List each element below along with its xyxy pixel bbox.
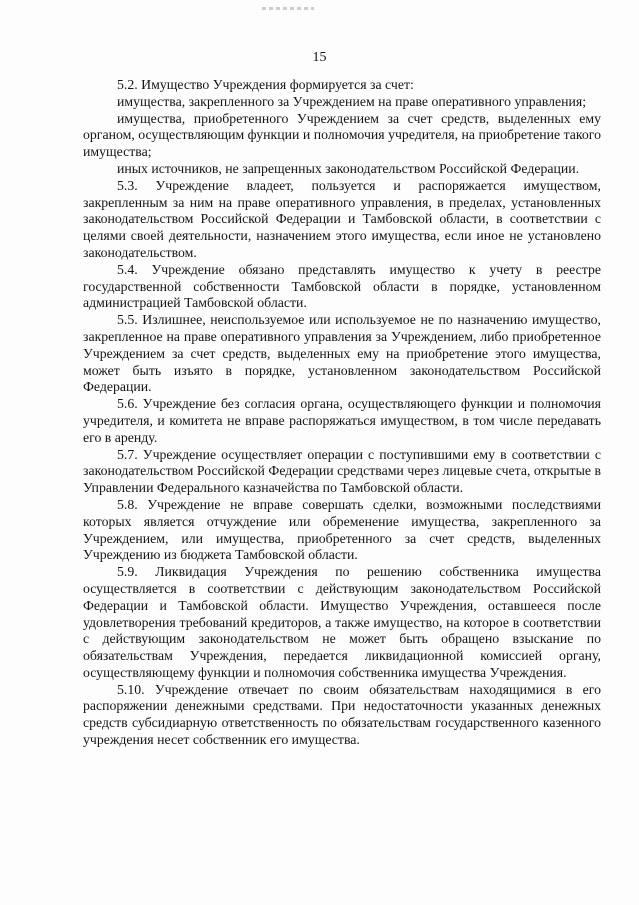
list-item-other-sources: иных источников, не запрещенных законодательством Российской Федерации.: [117, 160, 580, 176]
list-item-operational-property: имущества, закрепленного за Учреждением на праве оперативного управления;: [117, 93, 587, 109]
list-item-acquired-property: имущества, приобретенного Учреждением за счет средств, выделенных ему органом, осуществляющим функции и полномочия учредителя, на приобретение такого имущества;: [83, 110, 601, 160]
paragraph-5-10: 5.10. Учреждение отвечает по своим обязательствам находящимися в его распоряжении денежными средствами. При недостаточности указанных денежных средств субсидиарную ответственность по обязательствам государственного казенного учреждения несет собственник его имущества.: [83, 681, 601, 748]
paragraph-5-2: 5.2. Имущество Учреждения формируется за счет:: [117, 77, 414, 92]
paragraph-5-8: 5.8. Учреждение не вправе совершать сделки, возможными последствиями которых является отчуждение или обременение имущества, закрепленного за Учреждением, или имущества, приобретенного за счет средств, выделенных Учреждению из бюджета Тамбовской области.: [83, 496, 601, 563]
paragraph-5-4: 5.4. Учреждение обязано представлять имущество к учету в реестре государственной собственности Тамбовской области в порядке, установленном администрацией Тамбовской области.: [83, 261, 601, 311]
scan-artifact: [262, 7, 314, 10]
paragraph-5-9: 5.9. Ликвидация Учреждения по решению собственника имущества осуществляется в соответствии с действующим законодательством Российской Федерации и Тамбовской области. Имущество Учреждения, оставшееся после удовлетворения требований кредиторов, а также имущество, на которое в соответствии с действующим законодательством не может быть обращено взыскание по обязательствам Учреждения, передается ликвидационной комиссией органу, осуществляющему функции и полномочия собственника имущества Учреждения.: [83, 564, 601, 680]
document-body: [83, 77, 601, 749]
page-number: 15: [312, 50, 327, 65]
paragraph-5-3: 5.3. Учреждение владеет, пользуется и распоряжается имуществом, закрепленным за ним на праве оперативного управления, в пределах, установленных законодательством Российской Федерации и Тамбовской области, в соответствии с целями своей деятельности, назначением этого имущества, если иное не установлено законодательством.: [83, 177, 601, 260]
paragraph-5-5: 5.5. Излишнее, неиспользуемое или используемое не по назначению имущество, закрепленное на праве оперативного управления за Учреждением, либо приобретенное Учреждением за счет средств, выделенных ему на приобретение этого имущества, может быть изъято в порядке, установленном законодательством Российской Федерации.: [83, 312, 601, 395]
paragraph-5-7: 5.7. Учреждение осуществляет операции с поступившими ему в соответствии с законодательством Российской Федерации средствами через лицевые счета, открытые в Управлении Федерального казначейства по Тамбовской области.: [83, 446, 601, 496]
paragraph-5-6: 5.6. Учреждение без согласия органа, осуществляющего функции и полномочия учредителя, и комитета не вправе распоряжаться имуществом, в том числе передавать его в аренду.: [83, 396, 601, 445]
